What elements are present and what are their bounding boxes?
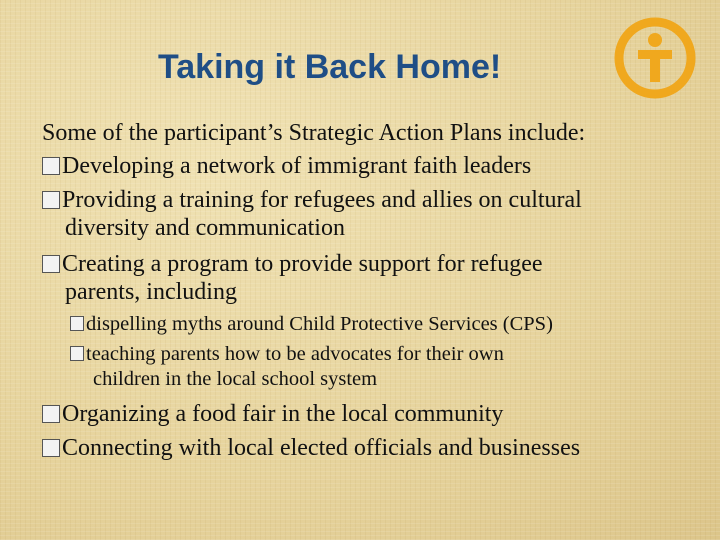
bullet-item: Organizing a food fair in the local community — [42, 401, 503, 428]
sub-bullet-item: teaching parents how to be advocates for their own — [70, 343, 504, 366]
slide-title: Taking it Back Home! — [158, 48, 502, 86]
bullet-box-icon — [42, 191, 60, 209]
bullet-item-continuation: parents, including — [65, 279, 237, 305]
bullet-box-icon — [42, 405, 60, 423]
intro-text: Some of the participant’s Strategic Action Plans include: — [42, 120, 586, 146]
bullet-box-icon — [42, 157, 60, 175]
bullet-box-icon — [42, 255, 60, 273]
bullet-box-icon — [70, 346, 84, 361]
bullet-box-icon — [42, 439, 60, 457]
bullet-item: Providing a training for refugees and allies on cultural — [42, 187, 582, 214]
bullet-item: Developing a network of immigrant faith leaders — [42, 153, 531, 180]
bullet-item: Connecting with local elected officials and businesses — [42, 435, 580, 462]
bullet-box-icon — [70, 316, 84, 331]
bullet-item: Creating a program to provide support for refugee — [42, 251, 543, 278]
sub-bullet-item-continuation: children in the local school system — [93, 368, 378, 390]
bullet-item-continuation: diversity and communication — [65, 215, 345, 241]
person-cross-logo-icon — [612, 15, 698, 101]
sub-bullet-item: dispelling myths around Child Protective Services (CPS) — [70, 313, 553, 336]
